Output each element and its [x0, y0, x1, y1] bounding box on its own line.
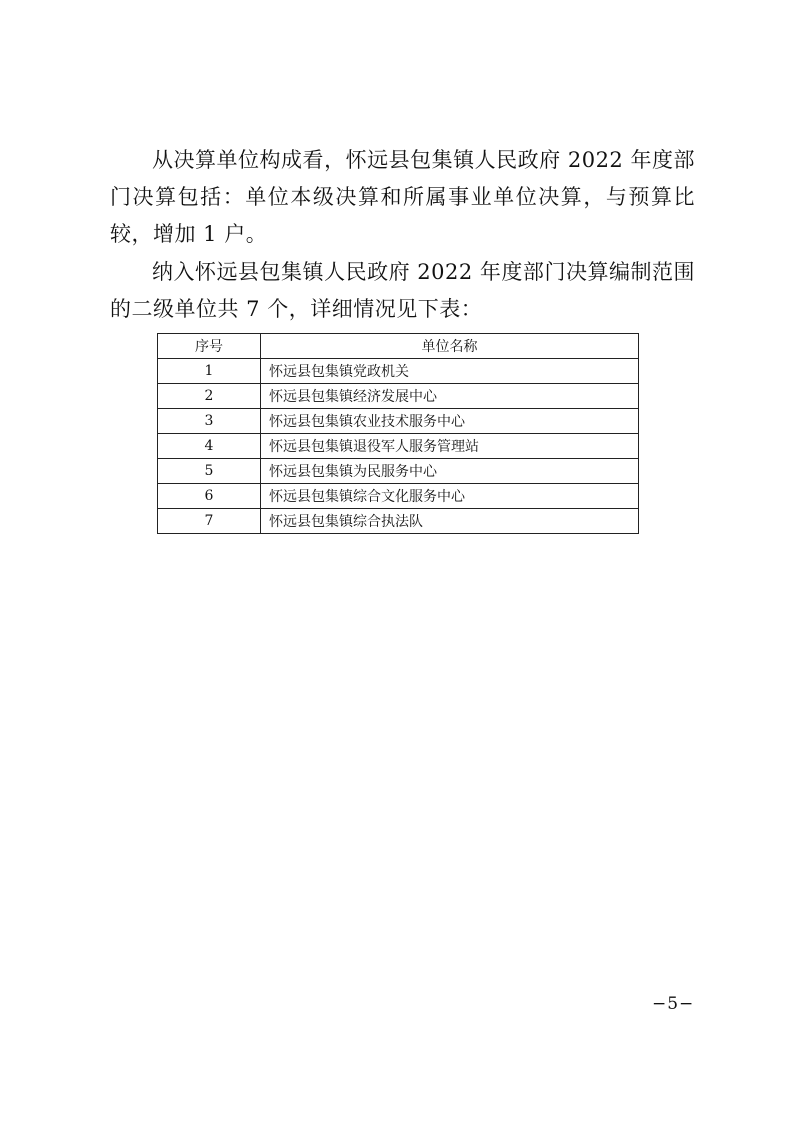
- table-row: [158, 509, 639, 534]
- row-index: 2: [158, 384, 261, 409]
- table-row: [158, 434, 639, 459]
- table-header-row: [158, 334, 639, 359]
- row-unit-name: 怀远县包集镇综合文化服务中心: [261, 484, 639, 509]
- row-unit-name: 怀远县包集镇综合执法队: [261, 509, 639, 534]
- unit-table: [157, 333, 639, 534]
- row-unit-name: 怀远县包集镇为民服务中心: [261, 459, 639, 484]
- row-index: 1: [158, 359, 261, 384]
- row-index: 3: [158, 409, 261, 434]
- row-index: 7: [158, 509, 261, 534]
- table-row: [158, 359, 639, 384]
- header-index: 序号: [158, 334, 261, 359]
- row-index: 6: [158, 484, 261, 509]
- row-unit-name: 怀远县包集镇经济发展中心: [261, 384, 639, 409]
- table-row: [158, 409, 639, 434]
- row-index: 4: [158, 434, 261, 459]
- row-unit-name: 怀远县包集镇农业技术服务中心: [261, 409, 639, 434]
- table-row: [158, 459, 639, 484]
- table-row: [158, 484, 639, 509]
- header-unit-name: 单位名称: [261, 334, 639, 359]
- paragraph-scope: 纳入怀远县包集镇人民政府 2022 年度部门决算编制范围的二级单位共 7 个，详细情况见下表：: [110, 260, 695, 321]
- paragraph-composition: 从决算单位构成看，怀远县包集镇人民政府 2022 年度部门决算包括：单位本级决算和所属事业单位决算，与预算比较，增加 1 户。: [110, 148, 695, 246]
- row-index: 5: [158, 459, 261, 484]
- row-unit-name: 怀远县包集镇党政机关: [261, 359, 639, 384]
- page-number: −5−: [652, 994, 695, 1014]
- table-row: [158, 384, 639, 409]
- row-unit-name: 怀远县包集镇退役军人服务管理站: [261, 434, 639, 459]
